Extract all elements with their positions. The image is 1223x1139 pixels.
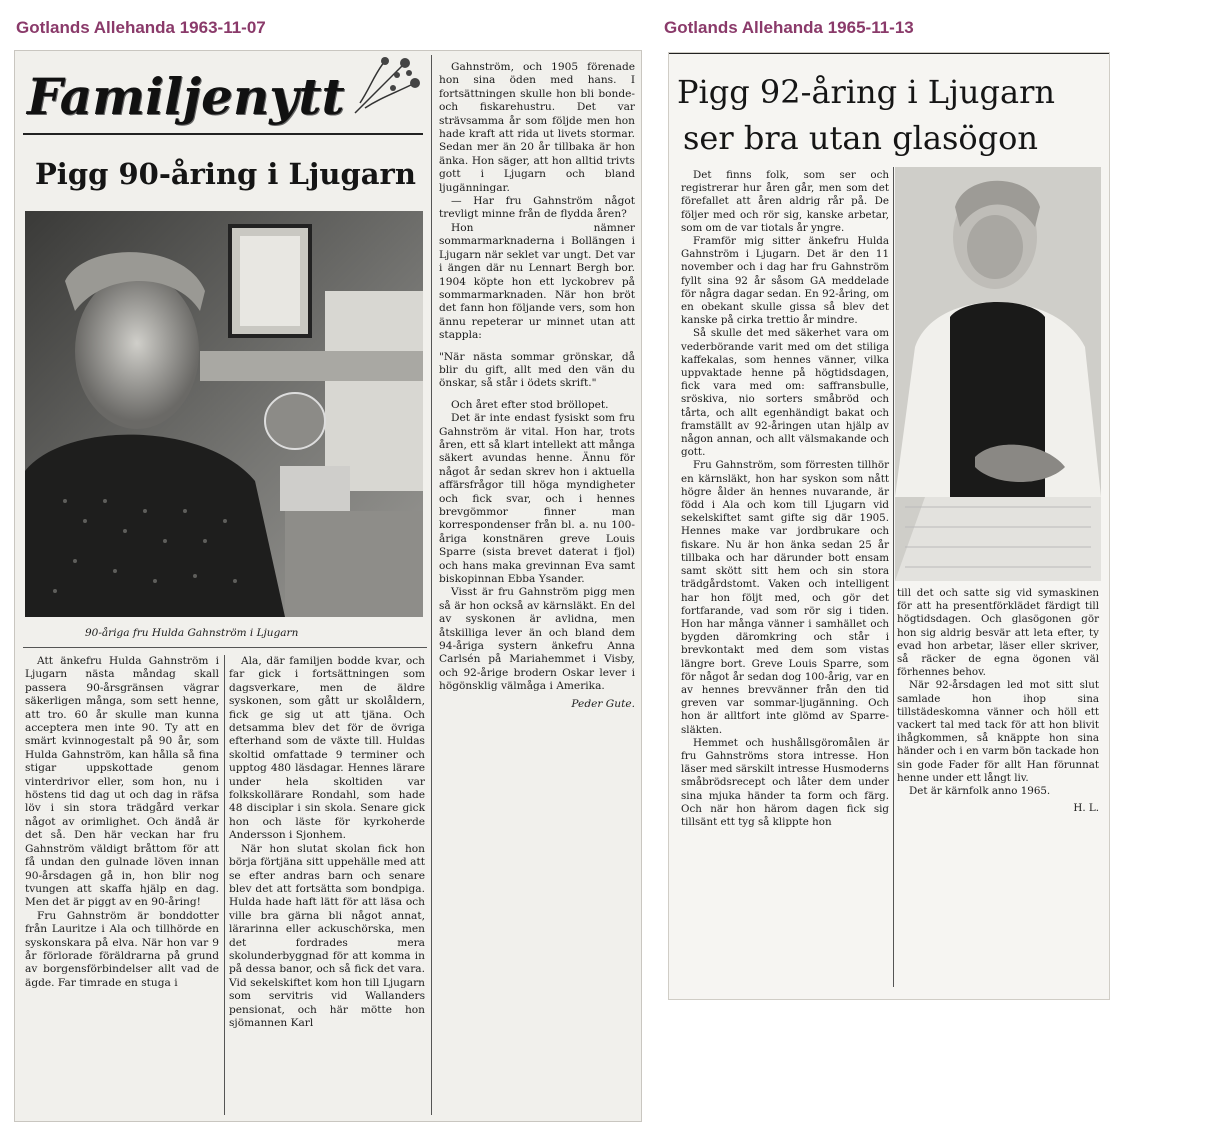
right-col1-para-1: Det finns folk, som ser och registrerar hur åren går, men som det förefallet att åren aldrig rår på. De följer med och rör sig, kanske arbetar, som om de var tiotals år yngre.: [681, 169, 889, 234]
left-col3-para-2: — Har fru Gahnström något trevligt minne från de flydda åren?: [439, 195, 635, 221]
right-col2-para-2: När 92-årsdagen led mot sitt slut samlade hon ihop sina tillstädeskomna vänner och höll ett vackert tal med tack för att hon blivit ihågkommen, så knäppte hon sina händer och i en varm bön tackade hon sin gode Fader för allt Han förunnat henne under ett långt liv.: [897, 679, 1099, 784]
left-column-3: [439, 61, 635, 711]
left-photo-caption: 90-åriga fru Hulda Gahnström i Ljugarn: [85, 627, 299, 639]
masthead-familjenytt: Familjenytt: [27, 67, 345, 126]
right-clipping: [668, 52, 1110, 1000]
right-signature: H. L.: [1073, 802, 1099, 815]
right-headline-line-2: ser bra utan glasögon: [683, 119, 1039, 157]
photo-hulda-1963: [25, 211, 423, 617]
right-col1-para-3: Så skulle det med säkerhet vara om vederbörande varit med om det stiliga kaffekalas, som hennes vänner, vilka uppvaktade henne på högtidsdagen, fick vara med om: saffransbulle, sröskiva, nio sorters småbröd och tårta, och allt egenhändigt bakat och framställt av 92-åringen utan hjälp av någon annan, och allt välsmakande och gott.: [681, 327, 889, 459]
right-column-rule: [893, 167, 894, 987]
left-col1-para-2: Fru Gahnström är bonddotter från Lauritze i Ala och tillhörde en syskonskara på elva. När hon var 9 år förlorade föräldrarna på grund av borgensförbindelser allt vad de ägde. Far timrade en stuga i: [25, 909, 219, 989]
left-col2-para-2: När hon slutat skolan fick hon börja förtjäna sitt uppehälle med att se efter andras barn och senare blev det att fortsätta som bondpiga. Hulda hade haft lätt för att läsa och ville bra gärna bli något annat, lärarinna eller ackuschörska, men det fordrades mera skolunderbyggnad för att komma in på dessa banor, och så fick det vara. Vid sekelskiftet kom hon till Ljugarn som servitris vid Wallanders pensionat, och här mötte hon sjömannen Karl: [229, 842, 425, 1029]
right-col2-para-1: till det och satte sig vid symaskinen för att ha presentförklädet färdigt till högtidsdagen. Och glasögonen gör hon sig aldrig besvär att leta efter, ty evad hon arbetar, läser eller skriver, så räcker de egna ögonen väl förhennes behov.: [897, 587, 1099, 679]
right-headline-line-1: Pigg 92-åring i Ljugarn: [677, 73, 1055, 111]
left-column-1: [25, 655, 219, 990]
left-signature: Peder Gute.: [571, 697, 635, 710]
right-column-1: [681, 169, 889, 829]
lyckobrev-verse: "När nästa sommar grönskar, då blir du gift, allt med den vän du önskar, så står i ödets skrift.": [439, 350, 635, 390]
right-clipping-date-header: Gotlands Allehanda 1965-11-13: [664, 18, 914, 37]
left-col3-para-5: Det är inte endast fysiskt som fru Gahnström är vital. Hon har, trots åren, ett så klart intellekt att många säkert avundas henne. Ännu för något år sedan skrev hon i aktuella affärsfrågor till höga myndigheter och fick svar, och i hennes brevgömmor finner man korrespondenser från bl. a. nu 100-åriga konstnären greve Louis Sparre (sista brevet daterat i fjol) och hans maka grevinnan Eva samt biskopinnan Ebba Ysander.: [439, 412, 635, 586]
left-column-rule-2: [431, 55, 432, 1115]
left-clipping-date-header: Gotlands Allehanda 1963-11-07: [16, 18, 266, 37]
caption-rule: [23, 647, 427, 648]
right-col1-para-2: Framför mig sitter änkefru Hulda Gahnström i Ljugarn. Det är den 11 november och i dag har fru Gahnström fyllt sina 92 år såsom GA meddelade för några dagar sedan. En 92-åring, om en obekant skulle gissa så blev det kanske på cirka trettio år mindre.: [681, 235, 889, 327]
masthead-rule: [23, 133, 423, 135]
right-col1-para-5: Hemmet och hushållsgöromålen är fru Gahnströms stora intresse. Hon läser med särskilt intresse Husmoderns småbrödsrecept och låter dem under sina mjuka händer ta form och färg. Och när hon härom dagen fick sig tillsänt ett tyg så klippte hon: [681, 736, 889, 828]
left-clipping: [14, 50, 642, 1122]
left-col3-para-4: Och året efter stod bröllopet.: [451, 398, 609, 411]
left-col3-para-1: Gahnström, och 1905 förenade hon sina öden med hans. I fortsättningen skulle hon bli bonde- och fiskarehustru. Det var strävsamma år som följde men hon hade kraft att rida ut livets stormar. Sedan mer än 20 år tillbaka är hon änka. Hon säger, att hon alltid trivts gott i Ljugarn och bland ljugänningar.: [439, 61, 635, 194]
right-column-2: [897, 587, 1099, 815]
left-column-2: [229, 655, 425, 1030]
photo-hulda-1965: [895, 167, 1101, 581]
right-col2-para-3: Det är kärnfolk anno 1965.: [909, 785, 1051, 798]
right-col1-para-4: Fru Gahnström, som förresten tillhör en kärnsläkt, hon har syskon som nått högre ålder än hennes nuvarande, är född i Ala och kom till Ljugarn vid sekelskiftet samt gifte sig där 1905. Hennes make var jordbrukare och fiskare. Nu är hon änka sedan 25 år tillbaka och har därunder bott ensam samt skött sitt hem och sin stora trädgårdstomt. Vaken och intelligent har hon följt med, och gör det fortfarande, vad som rör sig i tiden. Hon har många vänner i samhället och bygden däromkring och står i brevkontakt med dem som vistas längre bort. Greve Louis Sparre, som för något år sedan dog 100-årig, var en av hennes brevvänner från den tid greven var sommar-ljugänning. Och hon är alltfort inte glömd av Sparre-släkten.: [681, 459, 889, 736]
left-col1-para-1: Att änkefru Hulda Gahnström i Ljugarn nästa måndag skall passera 90-årsgränsen vägrar säkerligen många, som sett henne, att tro. 60 år skulle man kunna acceptera men inte 90. Ty att en smärt kvinnogestalt på 90 år, som Hulda Gahnström, kan hålla så fina stigar uppskottade genom vinterdrivor eller, som hon, nu i höstens tid dag ut och dag in räfsa löv i sin stora trädgård verkar något av orimlighet. Och ändå är det så. Den här veckan har fru Gahnström väldigt bråttom för att få undan den gulnade löven innan 90-årsdagen gå in, hon blir nog tvungen att skaffa hjälp en dag. Men det är piggt av en 90-åring!: [25, 655, 219, 909]
left-col2-para-1: Ala, där familjen bodde kvar, och far gick i fortsättningen som dagsverkare, men de äldre syskonen, som gått ur skolåldern, fick ge sig ut att tjäna. Och detsamma blev det för de övriga efterhand som de växte till. Huldas skoltid omfattade 9 terminer och upptog 480 läsdagar. Hennes lärare under hela skoltiden var folkskollärare Rondahl, som hade 48 disciplar i sin skola. Senare gick hon och läste för kyrkoherde Andersson i Sjonhem.: [229, 655, 425, 842]
flower-ornament-icon: [345, 53, 425, 123]
left-headline: Pigg 90-åring i Ljugarn: [35, 157, 416, 191]
left-col3-para-6: Visst är fru Gahnström pigg men så är hon också av kärnsläkt. En del av syskonen är avlidna, men åtskilliga lever än och bland dem 94-åriga systern änkefru Anna Carlsén på Mariahemmet i Visby, och 92-årige brodern Oskar lever i högönsklig välmåga i Amerika.: [439, 586, 635, 693]
right-top-rule: [669, 53, 1109, 54]
left-column-rule-1: [224, 655, 225, 1115]
left-col3-para-3: Hon nämner sommarmarknaderna i Bollängen i Ljugarn när seklet var ungt. Det var i ängen där nu Lennart Bergh bor. 1904 köpte hon ett lyckobrev på sommarmarknaden. När hon bröt det fann hon följande vers, som hon ännu repeterar ur minnet utan att stappla:: [439, 221, 635, 342]
